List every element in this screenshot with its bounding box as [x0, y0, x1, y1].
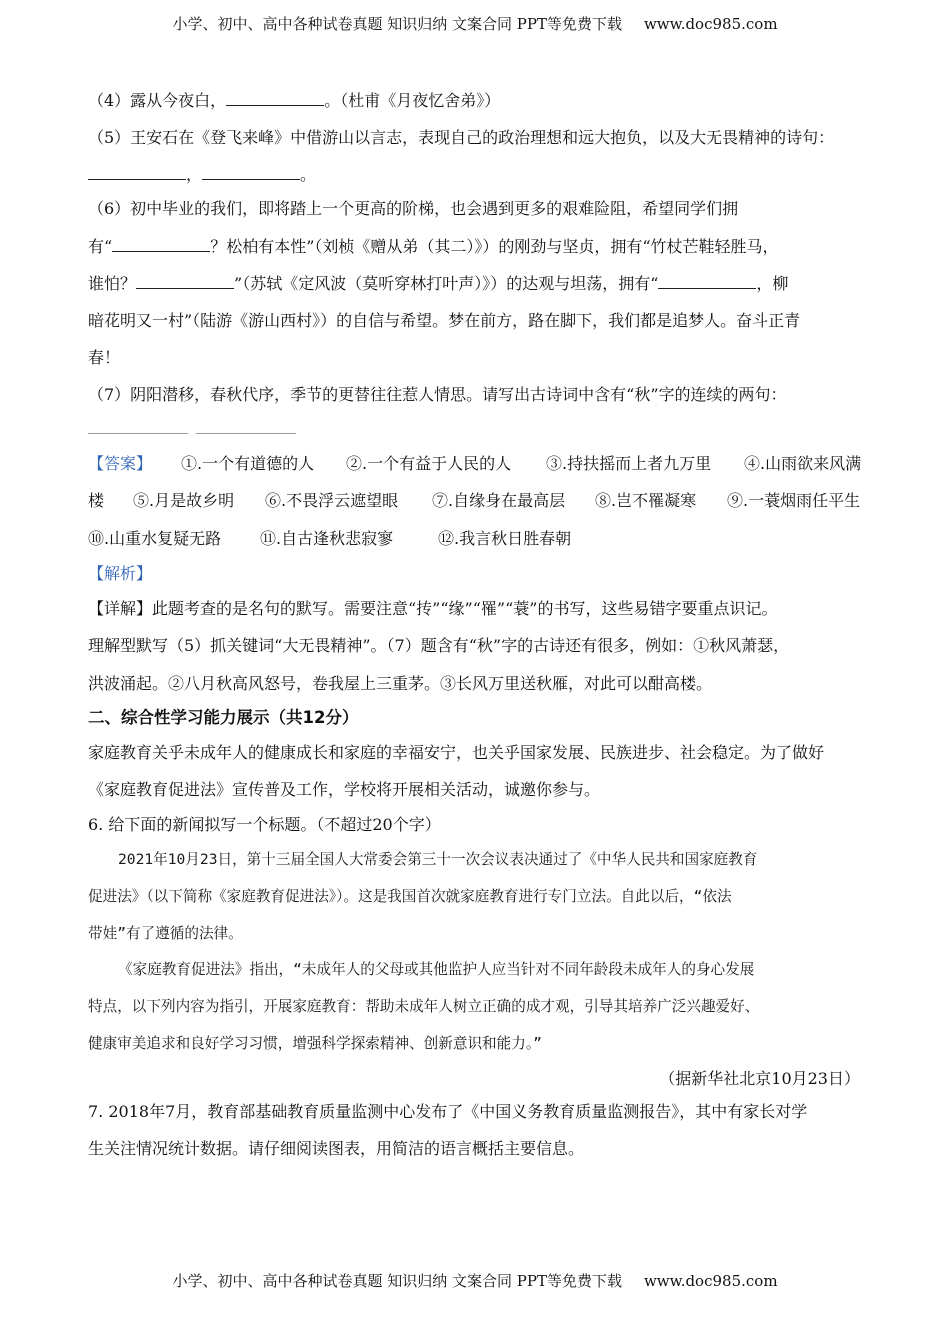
news-source: （据新华社北京10月23日）: [659, 1069, 860, 1088]
answer-item-4: ④.山雨欲来风满: [744, 454, 862, 473]
news-line-1: 2021年10月23日，第十三届全国人大常委会第三十一次会议表决通过了《中华人民共和国家庭教育: [118, 851, 758, 868]
answer-line-3: [88, 528, 868, 550]
q6-l2b: ？松柏有本性”（刘桢《赠从弟（其二）》）的刚劲与坚贞，拥有“竹杖芒鞋轻胜马，: [210, 237, 779, 256]
question-5-line2: [88, 164, 868, 186]
answer-item-4-cont: 楼: [88, 491, 105, 510]
question-7-answer-lines: [88, 418, 868, 440]
q4-blank[interactable]: [226, 91, 324, 106]
q6-blank-3[interactable]: [658, 274, 756, 289]
question-6-line4: 暗花明又一村”（陆游《游山西村》）的自信与希望。梦在前方，路在脚下，我们都是追梦人。奋斗正青: [88, 311, 801, 330]
question-5-line1: （5）王安石在《登飞来峰》中借游山以言志，表现自己的政治理想和远大抱负，以及大无畏精神的诗句：: [88, 128, 835, 147]
news-line-2: 促进法》（以下简称《家庭教育促进法》）。这是我国首次就家庭教育进行专门立法。自此以后，“依法: [88, 888, 732, 905]
q6-l3a: 谁怕？: [88, 274, 137, 293]
answer-label: 【答案】: [88, 454, 153, 473]
q5-comma: ，: [186, 165, 203, 184]
question-7-line1: （7）阴阳潜移，春秋代序，季节的更替往往惹人情思。请写出古诗词中含有“秋”字的连续的两句：: [88, 385, 787, 404]
answer-item-12: ⑫.我言秋日胜春朝: [438, 529, 572, 548]
news-line-4: 《家庭教育促进法》指出，“未成年人的父母或其他监护人应当针对不同年龄段未成年人的身心发展: [118, 961, 755, 978]
section-2-heading: 二、综合性学习能力展示（共12分）: [88, 708, 359, 727]
question-6-line2: [88, 236, 868, 258]
question-4: [88, 90, 868, 112]
answer-item-8: ⑧.岂不罹凝寒: [595, 491, 697, 510]
answer-item-9: ⑨.一蓑烟雨任平生: [727, 491, 861, 510]
header-url[interactable]: www.doc985.com: [643, 15, 778, 33]
q6-l3b: ”（苏轼《定风波（莫听穿林打叶声）》）的达观与坦荡，拥有“: [234, 274, 659, 293]
q6-l3c: ，柳: [756, 274, 789, 293]
news-line-5: 特点，以下列内容为指引，开展家庭教育：帮助未成年人树立正确的成才观，引导其培养广泛兴趣爱好、: [88, 998, 760, 1015]
q6-blank-1[interactable]: [112, 237, 210, 252]
analysis-line-1: 【详解】此题考查的是名句的默写。需要注意“抟”“缘”“罹”“蓑”的书写，这些易错字要重点识记。: [88, 599, 778, 618]
answer-item-11: ⑪.自古逢秋悲寂寥: [260, 529, 394, 548]
answer-item-6: ⑥.不畏浮云遮望眼: [265, 491, 399, 510]
answer-item-10: ⑩.山重水复疑无路: [88, 529, 222, 548]
q5-end: 。: [300, 165, 317, 184]
answer-item-5: ⑤.月是故乡明: [133, 491, 235, 510]
footer-url[interactable]: www.doc985.com: [643, 1272, 778, 1290]
question-7-chart-line-1: 7. 2018年7月，教育部基础教育质量监测中心发布了《中国义务教育质量监测报告》，其中有家长对学: [88, 1102, 808, 1121]
page-header: [0, 13, 950, 34]
question-6-line1: （6）初中毕业的我们，即将踏上一个更高的阶梯，也会遇到更多的艰难险阻，希望同学们拥: [88, 199, 739, 218]
answer-line-1: [88, 453, 868, 475]
question-6-line5: 春！: [88, 348, 121, 367]
q4-suffix: 。（杜甫《月夜忆舍弟》）: [324, 91, 501, 110]
q7-blank-2[interactable]: [196, 432, 296, 434]
answer-item-1: ①.一个有道德的人: [181, 454, 315, 473]
section-2-intro-2: 《家庭教育促进法》宣传普及工作，学校将开展相关活动，诚邀你参与。: [88, 780, 601, 799]
section-2-intro-1: 家庭教育关乎未成年人的健康成长和家庭的幸福安宁，也关乎国家发展、民族进步、社会稳定。为了做好: [88, 743, 825, 762]
question-6-title-task: 6. 给下面的新闻拟写一个标题。（不超过20个字）: [88, 815, 441, 834]
analysis-line-2: 理解型默写（5）抓关键词“大无畏精神”。（7）题含有“秋”字的古诗还有很多，例如：①秋风萧瑟，: [88, 636, 790, 655]
footer-text: 小学、初中、高中各种试卷真题 知识归纳 文案合同 PPT等免费下载: [172, 1272, 622, 1290]
q6-blank-2[interactable]: [136, 274, 234, 289]
q4-prefix: （4）露从今夜白，: [88, 91, 227, 110]
news-line-6: 健康审美追求和良好学习习惯，增强科学探索精神、创新意识和能力。”: [88, 1035, 542, 1052]
q5-blank-2[interactable]: [202, 165, 300, 180]
q7-blank-1[interactable]: [88, 432, 188, 434]
question-6-line3: [88, 273, 868, 295]
answer-item-7: ⑦.自缘身在最高层: [432, 491, 566, 510]
analysis-line-3: 洪波涌起。②八月秋高风怒号，卷我屋上三重茅。③长风万里送秋雁，对此可以酣高楼。: [88, 674, 713, 693]
analysis-label: 【解析】: [88, 564, 153, 583]
q6-l2a: 有“: [88, 237, 113, 256]
news-line-3: 带娃”有了遵循的法律。: [88, 925, 243, 942]
question-7-chart-line-2: 生关注情况统计数据。请仔细阅读图表，用简洁的语言概括主要信息。: [88, 1139, 585, 1158]
answer-item-2: ②.一个有益于人民的人: [346, 454, 512, 473]
header-text: 小学、初中、高中各种试卷真题 知识归纳 文案合同 PPT等免费下载: [172, 15, 622, 33]
page-footer: [0, 1270, 950, 1291]
answer-line-2: [88, 490, 868, 512]
q5-blank-1[interactable]: [88, 165, 186, 180]
answer-item-3: ③.持扶摇而上者九万里: [546, 454, 712, 473]
